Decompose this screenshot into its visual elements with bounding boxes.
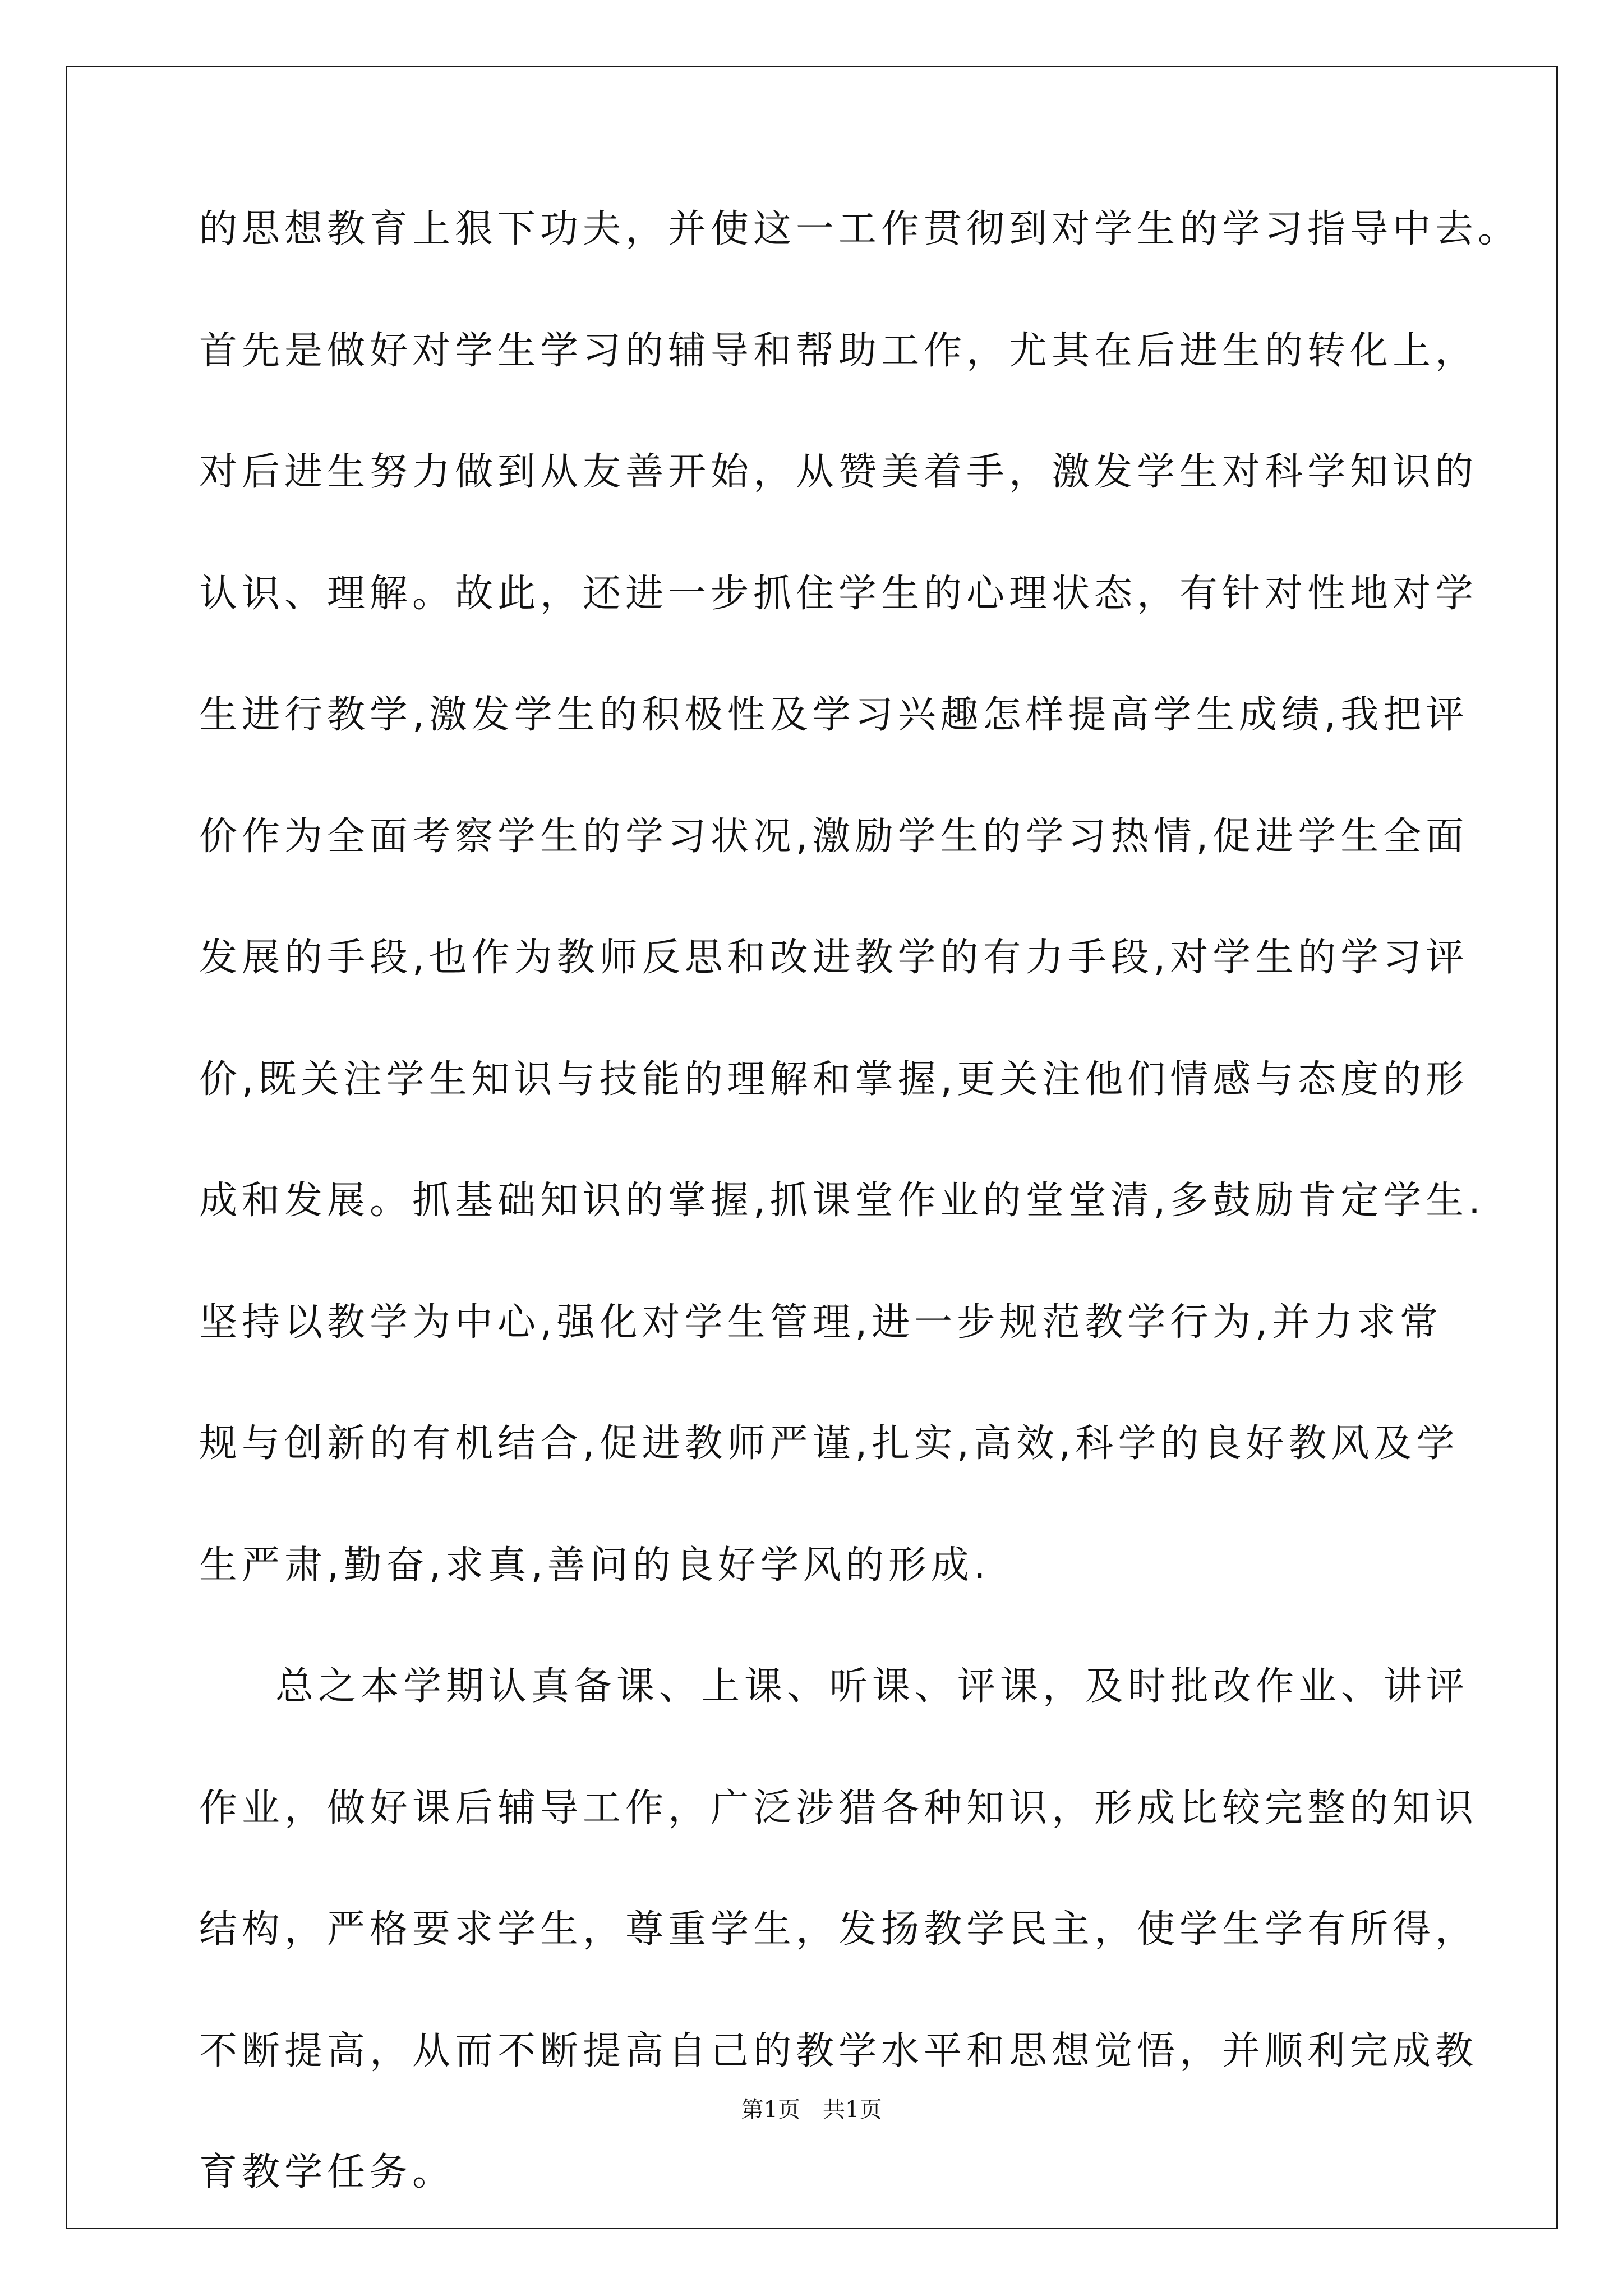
page-number-footer: 第1页 共1页 (741, 2097, 882, 2123)
document-body (199, 207, 1521, 2275)
text-line: 价,既关注学生知识与技能的理解和掌握,更关注他们情感与态度的形 (199, 1057, 1469, 1102)
text-line: 生进行教学,激发学生的积极性及学习兴趣怎样提高学生成绩,我把评 (199, 693, 1469, 737)
text-line: 首先是做好对学生学习的辅导和帮助工作，尤其在后进生的转化上， (199, 328, 1478, 373)
paragraph-first-line: 总之本学期认真备课、上课、听课、评课，及时批改作业、讲评 (275, 1664, 1469, 1709)
text-line: 不断提高，从而不断提高自己的教学水平和思想觉悟，并顺利完成教 (199, 2028, 1478, 2073)
text-line: 结构，严格要求学生，尊重学生，发扬教学民主，使学生学有所得， (199, 1907, 1478, 1952)
text-line: 价作为全面考察学生的学习状况,激励学生的学习热情,促进学生全面 (199, 814, 1469, 859)
text-line: 育教学任务。 (199, 2150, 455, 2194)
text-line: 作业，做好课后辅导工作，广泛涉猎各种知识，形成比较完整的知识 (199, 1786, 1478, 1830)
text-line: 的思想教育上狠下功夫，并使这一工作贯彻到对学生的学习指导中去。 (199, 207, 1521, 251)
text-line: 生严肃,勤奋,求真,善问的良好学风的形成. (199, 1543, 990, 1588)
text-line: 认识、理解。故此，还进一步抓住学生的心理状态，有针对性地对学 (199, 571, 1478, 616)
text-line: 发展的手段,也作为教师反思和改进教学的有力手段,对学生的学习评 (199, 936, 1469, 980)
text-line: 坚持以教学为中心,强化对学生管理,进一步规范教学行为,并力求常 (199, 1300, 1442, 1345)
text-line: 规与创新的有机结合,促进教师严谨,扎实,高效,科学的良好教风及学 (199, 1421, 1459, 1466)
text-line: 对后进生努力做到从友善开始，从赞美着手，激发学生对科学知识的 (199, 450, 1478, 494)
text-line: 成和发展。抓基础知识的掌握,抓课堂作业的堂堂清,多鼓励肯定学生. (199, 1179, 1485, 1223)
